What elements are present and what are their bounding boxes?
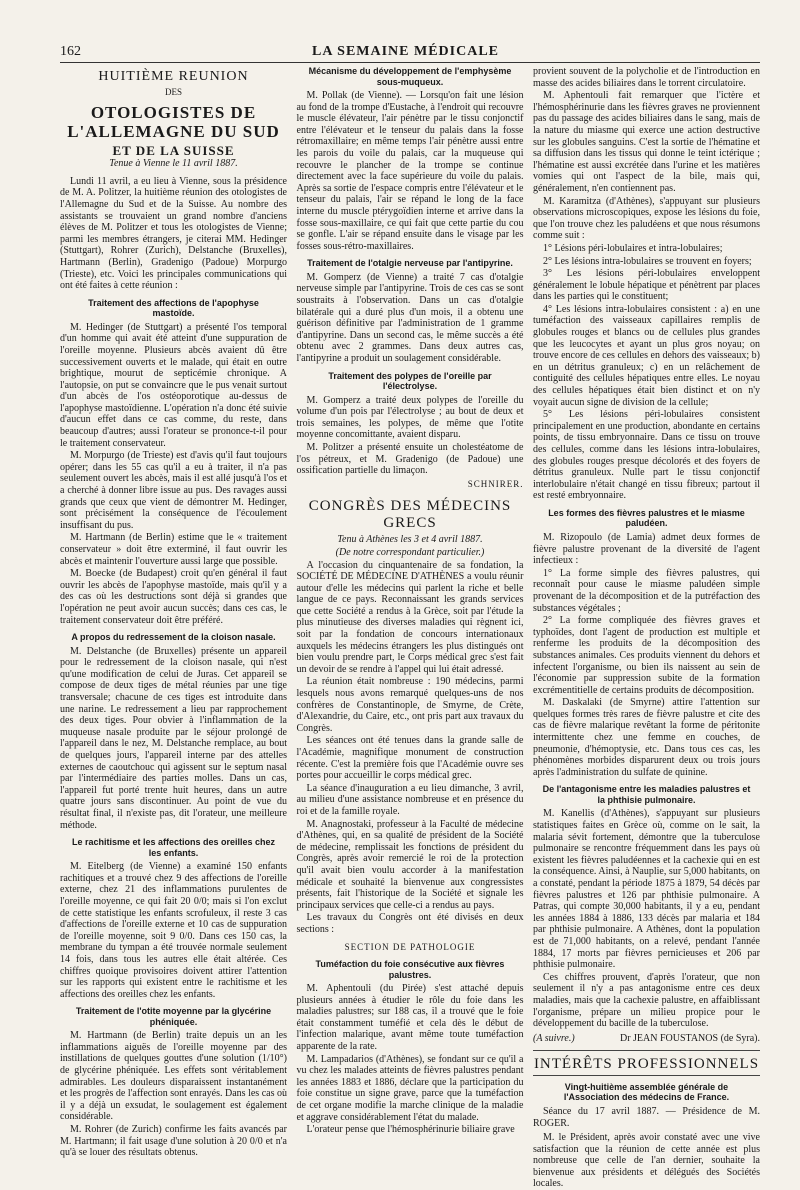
paragraph: M. Pollak (de Vienne). — Lorsqu'on fait une lésion au fond de la trompe d'Eustache, à l'endroit qui recouvre le muscle élévateur, l'air pénètre par le tissu conjonctif entre l'élévateur et le tenseur du palais dans la fosse rétromaxillaire; en même temps l'air pénètre aussi entre les parois du voile du palais, car la muqueuse qui recouvre le plancher de la trompe se continue directement avec la face supérieure du voile du palais. Après sa sortie de l'espace compris entre l'élévateur et le tenseur du palais, l'air se répand le long de la face interne du muscle ptérygoïdien interne et arrive dans la fosse sous-maxillaire, ce qui fait que cette partie du cou se gonfle. L'air se répand ensuite dans le visage par les fosses sous-rétro-maxillaires. (296, 90, 524, 252)
paragraph: M. Boecke (de Budapest) croit qu'en général il faut ouvrir les abcès de l'apophyse mastoïde, mais qu'il y a des cas où les destructions sont déjà si grandes que l'opération ne peut avoir aucun succès; dans ces cas, le traitement conservateur doit être préféré. (60, 568, 287, 626)
paragraph: M. Daskalaki (de Smyrne) attire l'attention sur quelques formes très rares de fièvre palustre et cite des cas de fièvre malarique revêtant la forme de péritonite intermittente chez une femme en couches, de pneumonie, d'hémoptysie, etc. Dans tous ces cas, les phénomènes morbides disparurent deux ou trois jours après l'administration du sulfate de quinine. (533, 697, 760, 778)
column-2 (296, 66, 524, 1136)
kicker-des: DES (164, 87, 182, 97)
section-title: Traitement des polypes de l'oreille par l'électrolyse. (328, 370, 492, 392)
divider (533, 1075, 760, 1076)
columns (60, 66, 760, 1190)
section-title: Les formes des fièvres palustres et le miasme paludéen. (548, 507, 745, 529)
congress-correspondent: (De notre correspondant particulier.) (335, 546, 485, 558)
section-title: Traitement de l'otite moyenne par la glycérine phéniquée. (75, 1006, 272, 1027)
section-title: Tuméfaction du foie consécutive aux fièvres palustres. (315, 959, 505, 980)
article-title: OTOLOGISTES DE L'ALLEMAGNE DU SUD (67, 102, 280, 141)
section-title: Le rachitisme et les affections des oreilles chez les enfants. (71, 837, 276, 858)
interets-title: INTÉRÊTS PROFESSIONNELS (533, 1056, 760, 1073)
section-title: A propos du redressement de la cloison nasale. (71, 632, 276, 643)
paragraph: M. Aphentouli (du Pirée) s'est attaché depuis plusieurs années à étudier le rôle du foie dans les maladies palustres; sur 188 cas, il a trouvé que le foie était constamment tuméfié et cela dès le début de l'infection malarique, avant même toute tuméfaction apparente de la rate. (296, 983, 524, 1053)
paragraph: M. Rizopoulo (de Lamia) admet deux formes de fièvre palustre provenant de la diversité de l'agent infectieux : (533, 531, 760, 567)
paragraph: M. Karamitza (d'Athènes), s'appuyant sur plusieurs observations microscopiques, expose les lésions du foie, que l'on trouve chez les paludéens et que nous résumons comme suit : (533, 195, 760, 242)
journal-title: LA SEMAINE MÉDICALE (311, 44, 500, 59)
list-item: 2° La forme compliquée des fièvres graves et typhoïdes, dont l'agent de production est multiple et renferme les produits de la décomposition des substances animales. Ces produits viennent du dehors et infectent l'organisme, ou bien ils naissent au sein de l'économie par suppression subite de la formation excrémentitielle de certains produits de décomposition. (533, 615, 760, 696)
paragraph: provient souvent de la polycholie et de l'introduction en masse des acides biliaires dans le torrent circulatoire. (533, 66, 760, 89)
paragraph: M. Politzer a présenté ensuite un cholestéatome de l'os pétreux, et M. Gradenigo (de Padoue) une ossification partielle du limaçon. (296, 441, 524, 477)
divider (533, 1050, 760, 1051)
signature: SCHNIRER. (467, 478, 524, 489)
paragraph: M. Delstanche (de Bruxelles) présente un appareil pour le redressement de la cloison nasale, qui n'est qu'une modification de celui de Juras. Cet appareil se compose de deux tiges de métal réunies par une tige transversale; chacune de ces tiges est introduite dans une narine. Le redressement a lieu par rapprochement des deux tiges. Pour obvier à l'inflammation de la muqueuse nasale produite par le séjour prolongé de l'appareil dans le nez, M. Delstanche remplace, au bout de quelques jours, l'appareil interne par des attelles externes de caoutchouc qui agissent sur le septum nasal par l'intermédiaire des parties molles. Dans un cas, l'appareil fut porté trente huit heures, dans un autre quatre jours sans discontinuer. Au point de vue du résultat final, il n'existe pas, dit l'orateur, une meilleure méthode. (60, 645, 287, 831)
paragraph: Les travaux du Congrès ont été divisés en deux sections : (296, 912, 524, 935)
paragraph: Lundi 11 avril, a eu lieu à Vienne, sous la présidence de M. A. Politzer, la huitième réunion des otologistes de l'Allemagne du Sud et de la Suisse. Au nombre des assistants se trouvaient un grand nombre d'anciens élèves de M. Politzer et tous les otologistes de Vienne; parmi les membres étrangers, je citerai MM. Hedinger (Stuttgart), Rohrer (Zurich), Delstanche (Bruxelles), Hartmann (Berlin), Gradenigo (Padoue) Morpurgo (Trieste), etc. Voici les principales communications qui ont été faites à cette réunion : (60, 175, 287, 292)
paragraph: M. Eitelberg (de Vienne) a examiné 150 enfants rachitiques et a trouvé chez 9 des affections de l'oreille externe, chez 21 des inflammations purulentes de l'oreille moyenne, ce qui fait 20 0/0; mais si l'on exclut de cette statistique les enfants scrofuleux, il reste 3 cas d'affections de l'oreille externe et 10 cas de suppuration de l'oreille moyenne, soit 9 0/0. Dans ces 150 cas, la membrane du tympan a été trouvée normale seulement 14 fois, dans tous les autres elle était altérée. Ces chiffres quoique provisoires doivent attirer l'attention sur les rapports qui existent entre le rachitisme et les affections des oreilles chez les enfants. (60, 861, 287, 1000)
kicker: HUITIÈME REUNION (98, 69, 249, 84)
paragraph: A l'occasion du cinquantenaire de sa fondation, la SOCIÉTÉ DE MÉDECINE D'ATHÈNES a voulu réunir autour d'elle les médecins qui parlent la riche et belle langue de ce pays. Reconnaissant les grands services que cette Société a rendus à la Grèce, soit par l'étude la plus minutieuse des diverses maladies qui règnent ici, soit par la fondation de concours internationaux auxquels les médecins étrangers les plus distingués ont bien voulu prendre part, le Corps médical grec s'est fait un devoir de se rendre à l'appel qui lui était adressé. (296, 559, 524, 675)
congress-title: CONGRÈS DES MÉDECINS GRECS (308, 498, 512, 532)
paragraph: Les séances ont été tenues dans la grande salle de l'Académie, magnifique monument de construction récente. C'est la première fois que l'Académie ouvre ses portes pour accueillir le corps médical grec. (296, 735, 524, 782)
list-item: 1° La forme simple des fièvres palustres, qui reconnaît pour cause le miasme paludéen simple provenant de la décomposition et de la putréfaction des substances végétales ; (533, 567, 760, 614)
section-title: Traitement des affections de l'apophyse mastoïde. (88, 297, 259, 319)
paragraph: M. Aphentouli fait remarquer que l'ictère et l'hémosphérinurie dans les fièvres graves ne proviennent pas du passage des acides biliaires dans le sang, mais de la nature du miasme qui exerce une action destructive sur les globules sanguins. C'est la sortie de l'hématine et sa diffusion dans les tissus qui donne le teint ictérique ; l'hématine est aussi excrétée dans l'urine et les matières vomies qui ont l'aspect de la bile, mais qui, généralement, n'en contiennent pas. (533, 90, 760, 194)
paragraph: M. Hartmann (de Berlin) estime que le « traitement conservateur » doit être exterminé, il faut ouvrir les abcès et maintenir l'ouverture aussi large que possible. (60, 532, 287, 567)
congress-dateline: Tenu à Athènes les 3 et 4 avril 1887. (337, 534, 483, 546)
list-item: 2° Les lésions intra-lobulaires se trouvent en foyers; (543, 255, 752, 267)
paragraph: M. Rohrer (de Zurich) confirme les faits avancés par M. Hartmann; il fait usage d'une solution à 20 0/0 et n'a qu'à se louer des résultats obtenus. (60, 1124, 287, 1159)
to-be-continued: (A suivre.) (533, 1032, 575, 1044)
paragraph: L'orateur pense que l'hémosphérinurie biliaire grave (306, 1124, 515, 1136)
paragraph: M. Kanellis (d'Athènes), s'appuyant sur plusieurs statistiques faites en Grèce où, comme on le sait, la malaria sévit fortement, démontre que la tuberculose pulmonaire se rencontre fréquemment dans les pays où existent les fièvres paludéennes et la cachexie qui en est la conséquence. Ainsi, à Nauplie, sur 5,000 habitants, on a constaté, pendant la période 1875 à 1879, 54 décès par fièvres palustres et 126 par phthisie pulmonaire. A Patras, qui compte 30,000 habitants, il y a eu, pendant les années 1884 à 1886, 133 décès par malaria et 184 par phthisie pulmonaire. A Athènes, dont la population est de 71,000 habitants, on a relevé, pendant l'année 1884, 17 morts par fièvres pernicieuses et 206 par phthisie pulmonaire. (533, 808, 760, 971)
paragraph: M. Hedinger (de Stuttgart) a présenté l'os temporal d'un homme qui avait été atteint d'une suppuration de l'oreille moyenne. Plusieurs abcès avaient dû être successivement ouverts et le malade, qui était en outre brightique, mourut de septicémie chronique. A l'autopsie, on put se convaincre que le pus venait surtout d'un abcès de l'os ostéoporotique au-dessus de l'apophyse mastoïdienne. L'opération n'a donc été suivie d'aucun effet dans ce cas comme, du reste, dans beaucoup d'autres; aussi l'orateur se prononce-t-il pour le traitement conservateur. (60, 321, 287, 449)
paragraph: Ces chiffres prouvent, d'après l'orateur, que non seulement il n'y a pas antagonisme entre ces deux maladies, mais que la cachexie palustre, en affaiblissant l'organisme, prépare un milieu propice pour le développement du bacille de la tuberculose. (533, 971, 760, 1030)
column-3 (533, 66, 760, 1190)
column-1 (60, 66, 287, 1159)
paragraph: M. Gomperz a traité deux polypes de l'oreille du volume d'un pois par l'électrolyse ; au bout de deux et trois semaines, les polypes, de même que l'otite moyenne concomittante, avaient disparu. (296, 394, 524, 441)
seance-line: Séance du 17 avril 1887. — Présidence de M. ROGER. (533, 1105, 760, 1129)
section-title: Vingt-huitième assemblée générale de l'Association des médecins de France. (563, 1081, 730, 1103)
section-title: Mécanisme du développement de l'emphysème sous-muqueux. (308, 66, 512, 87)
paragraph: M. Morpurgo (de Trieste) est d'avis qu'il faut toujours opérer; dans les 55 cas qu'il a eu à traiter, il n'a pas seulement ouvert les abcès, mais il est allé jusqu'à l'os et a cherché à donner libre issue au pus. Des ravages aussi grands que ceux que vient de démontrer M. Hedinger, sont précisément la conséquence de l'écoulement insuffisant du pus. (60, 450, 287, 531)
article-dateline: Tenue à Vienne le 11 avril 1887. (109, 158, 238, 170)
paragraph: M. Lampadarios (d'Athènes), se fondant sur ce qu'il a vu chez les malades atteints de fièvres palustres pendant les années 1883 et 1886, déclare que la participation du foie constitue un signe grave, parce que la tuméfaction de cet organe modifie la marche clinique de la maladie et aggrave considérablement l'état du malade. (296, 1053, 524, 1123)
running-head (60, 40, 760, 63)
list-item: 5° Les lésions péri-lobulaires consistent principalement en une production, abondante en certains points, de tissu embryonnaire. Dans ce tissu on trouve des cellules, comme dans les lésions intra-lobulaires, des globules rouges presque décolorés et des foyers de détritus granuleux. Nulle part le tissu conjonctif interlobulaire n'était changé en tissu fibreux; partout il est resté embryonnaire. (533, 409, 760, 502)
section-title: Traitement de l'otalgie nerveuse par l'antipyrine. (307, 258, 513, 269)
page-number: 162 (60, 44, 81, 59)
article-title-2: ET DE LA SUISSE (112, 142, 235, 158)
paragraph: M. Hartmann (de Berlin) traite depuis un an les inflammations aiguës de l'oreille moyenne par des instillations de quelques gouttes d'une solution (1/10°) de glycérine phéniquée. Les effets sont véritablement admirables. Les douleurs disparaissent instantanément et les progrès de l'affection sont enrayés. Dans les cas où il y a déjà un exsudat, le soulagement est également considérable. (60, 1030, 287, 1123)
list-item: 3° Les lésions péri-lobulaires enveloppent généralement le lobule hépatique et pénètrent par places dans les parties qui le constituent; (533, 268, 760, 303)
list-item: 4° Les lésions intra-lobulaires consistent : a) en une tuméfaction des vaisseaux capillaires remplis de globules rouges et blancs ou de cellules plus grandes que les leucocytes et ayant un plus gros noyau; on trouve encore de ces cellules en dehors des vaisseaux; b) en un détritus granuleux; c) en un relâchement de contiguité des cellules hépatiques entre elles. Le noyau des cellules hépatiques était bien distinct et on n'y voyait aucun signe de division de la cellule; (533, 303, 760, 408)
paragraph: La réunion était nombreuse : 190 médecins, parmi lesquels nous avons remarqué quelques-uns de nos confrères de Constantinople, de Smyrne, de Crète, d'Alexandrie, du Caire, etc., ont pris part aux travaux du Congrès. (296, 676, 524, 734)
author-signature: Dr JEAN FOUSTANOS (de Syra). (619, 1032, 760, 1044)
section-heading: SECTION DE PATHOLOGIE (344, 941, 476, 952)
paragraph: M. Gomperz (de Vienne) a traité 7 cas d'otalgie nerveuse simple par l'antipyrine. Trois de ces cas se sont soustraits à l'observation. Dans un cas d'otalgie bilatérale qui a duré plus d'un mois, il a obtenu une guérison définitive par l'administration de 1 gramme d'antipyrine. Dans un second cas, le même succès a été obtenu avec 2 grammes. Dans deux autres cas, l'antipyrine a produit un soulagement considérable. (296, 271, 524, 364)
paragraph: M. Anagnostaki, professeur à la Faculté de médecine d'Athènes, qui, en sa qualité de président de la Société de médecine, remplissait les fonctions de président du Congrès, après avoir remercié le roi de la protection qu'il avait bien voulu accorder à la manifestation médicale et souhaité la bienvenue aux congressistes présents, fait l'historique de la Société et signale les principaux services que celle-ci a rendus au pays. (296, 818, 524, 911)
paragraph: M. le Président, après avoir constaté avec une vive satisfaction que la réunion de cette année est plus nombreuse que celle de l'an dernier, souhaite la bienvenue aux présidents et délégués des Sociétés locales. (533, 1132, 760, 1190)
follow-line (533, 1033, 760, 1045)
list-item: 1° Lésions péri-lobulaires et intra-lobulaires; (543, 242, 723, 254)
section-title: De l'antagonisme entre les maladies palustres et la phthisie pulmonaire. (542, 784, 751, 805)
paragraph: La séance d'inauguration a eu lieu dimanche, 3 avril, au milieu d'une assistance nombreuse et en présence du roi et de la famille royale. (296, 782, 524, 817)
